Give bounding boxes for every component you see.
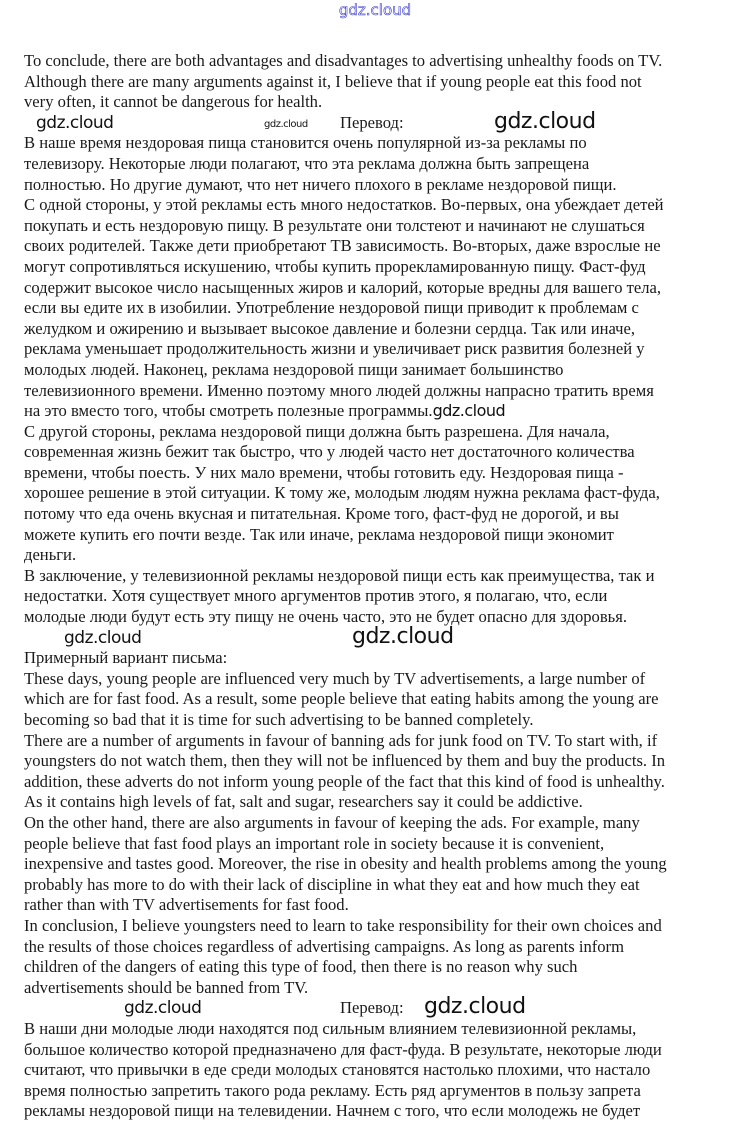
- text-line: [24, 545, 746, 566]
- translation-label: Перевод:: [340, 998, 404, 1018]
- watermark: gdz.cloud: [352, 623, 454, 649]
- text-line: [24, 895, 746, 916]
- text-line-content: времени, чтобы поесть. У них мало времени, чтобы готовить еду. Нездоровая пища -: [24, 462, 624, 482]
- text-line-content: addition, these adverts do not inform young people of the fact that this kind of food is unhealthy.: [24, 771, 665, 791]
- text-line: [24, 504, 746, 525]
- english-conclusion: [24, 51, 746, 113]
- text-line-content: В заключение, у телевизионной рекламы нездоровой пищи есть как преимущества, так и: [24, 565, 655, 585]
- text-line: [24, 175, 746, 196]
- text-line-content: можете купить его почти везде. Так или иначе, реклама нездоровой пищи экономит: [24, 524, 614, 544]
- text-line: [24, 442, 746, 463]
- russian-translation-1: [24, 133, 746, 627]
- text-line: [24, 525, 746, 546]
- text-line-content: As it contains high levels of fat, salt and sugar, researchers say it could be addictive.: [24, 792, 583, 812]
- text-line-content: which are for fast food. As a result, some people believe that eating habits among the young are: [24, 689, 659, 709]
- text-line: [24, 792, 746, 813]
- text-line: [24, 751, 746, 772]
- text-line-content: inexpensive and tastes good. Moreover, the rise in obesity and health problems among the young: [24, 854, 667, 874]
- text-line: [24, 813, 746, 834]
- text-line: [24, 772, 746, 793]
- text-line-content: С другой стороны, реклама нездоровой пищи должна быть разрешена. Для начала,: [24, 421, 610, 441]
- english-letter: [24, 669, 746, 999]
- text-line: [24, 875, 746, 896]
- text-line-content: телевизионного времени. Именно поэтому много людей должны напрасно тратить время: [24, 380, 654, 400]
- text-line: [24, 381, 746, 402]
- text-line-content: In conclusion, I believe youngsters need to learn to take responsibility for their own choices and: [24, 915, 662, 935]
- text-line: [24, 710, 746, 731]
- text-line-content: реклама уменьшает продолжительность жизни и увеличивает риск развития болезней у: [24, 339, 645, 359]
- text-line: [24, 401, 746, 422]
- text-line: [24, 937, 746, 958]
- translation-heading-2: [24, 994, 746, 1020]
- text-line-content: С одной стороны, у этой рекламы есть много недостатков. Во-первых, она убеждает детей: [24, 195, 664, 215]
- text-line: [24, 854, 746, 875]
- translation-label: Перевод:: [340, 112, 404, 132]
- text-line-content: becoming so bad that it is time for such advertising to be banned completely.: [24, 710, 534, 729]
- text-line-content: people believe that fast food plays an important role in society because it is convenient,: [24, 833, 605, 853]
- text-line-content: если вы едите их в изобилии. Употребление нездоровой пищи приводит к проблемам с: [24, 298, 639, 318]
- text-line-content: содержит высокое число насыщенных жиров и калорий, которые вредны для вашего тела,: [24, 277, 662, 297]
- text-line-content: считают, что привычки в еде среди молодых становятся настолько плохими, что настало: [24, 1060, 651, 1080]
- text-line-content: rather than with TV advertisements for fast food.: [24, 895, 349, 915]
- text-line: [24, 689, 746, 710]
- text-line: [24, 236, 746, 257]
- text-line: [24, 319, 746, 340]
- text-line-content: There are a number of arguments in favour of banning ads for junk food on TV. To start with, if: [24, 730, 658, 750]
- sample-heading-watermarks: [24, 623, 746, 649]
- text-line: [24, 916, 746, 937]
- text-line: [24, 1101, 746, 1122]
- text-line-content: хорошее решение в этой ситуации. К тому же, молодым людям нужна реклама фаст-фуда,: [24, 483, 660, 503]
- text-line: [24, 216, 746, 237]
- text-line-content: большое количество которой предназначено для фаст-фуда. В результате, некоторые люди: [24, 1039, 662, 1059]
- text-line: [24, 360, 746, 381]
- watermark: gdz.cloud: [64, 627, 142, 648]
- text-line: [24, 51, 746, 72]
- text-line: [24, 195, 746, 216]
- text-line-content: probably has more to do with their lack of discipline in what they eat and how much they eat: [24, 874, 640, 894]
- text-line: [24, 133, 746, 154]
- text-line-content: В наше время нездоровая пища становится очень популярной из-за рекламы по: [24, 133, 587, 153]
- text-line: [24, 834, 746, 855]
- text-line-content: современная жизнь бежит так быстро, что у людей часто нет достаточного количества: [24, 442, 635, 462]
- text-line: [24, 586, 746, 607]
- translation-heading-1: [24, 108, 746, 134]
- russian-translation-2: [24, 1019, 746, 1122]
- text-line-content: On the other hand, there are also arguments in favour of keeping the ads. For example, many: [24, 812, 640, 832]
- text-line: [24, 92, 746, 113]
- text-line-content: покупать и есть нездоровую пищу. В результате они толстеют и начинают не слушаться: [24, 215, 645, 235]
- text-line-content: молодых людей. Наконец, реклама нездоровой пищи занимает большинство: [24, 359, 564, 379]
- sample-heading: [24, 648, 746, 669]
- text-line: [24, 422, 746, 443]
- text-line-content: рекламы нездоровой пищи на телевидении. Начнем с того, что если молодежь не будет: [24, 1101, 641, 1121]
- text-line: [24, 978, 746, 999]
- text-line-content: children of the dangers of eating this type of food, then there is no reason why such: [24, 957, 578, 977]
- text-line: [24, 1019, 746, 1040]
- top-watermark: gdz.cloud: [338, 1, 412, 19]
- text-line: [24, 1040, 746, 1061]
- text-line: [24, 1060, 746, 1081]
- text-line: [24, 298, 746, 319]
- text-line-content: желудком и ожирению и вызывает высокое давление и болезни сердца. Так или иначе,: [24, 318, 636, 338]
- text-line-content: To conclude, there are both advantages and disadvantages to advertising unhealthy foods on TV.: [24, 51, 663, 70]
- text-line-content: These days, young people are influenced very much by TV advertisements, a large number of: [24, 668, 646, 688]
- text-line-content: the results of those choices regardless of advertising campaigns. As long as parents inform: [24, 936, 624, 956]
- text-line-content: полностью. Но другие думают, что нет ничего плохого в рекламе нездоровой пищи.: [24, 174, 617, 194]
- text-line-content: В наши дни молодые люди находятся под сильным влиянием телевизионной рекламы,: [24, 1018, 637, 1038]
- text-line: [24, 154, 746, 175]
- text-line-content: своих родителей. Также дети приобретают ТВ зависимость. Во-вторых, даже взрослые не: [24, 236, 661, 256]
- text-line-content: на это вместо того, чтобы смотреть полезные программы.: [24, 401, 433, 421]
- text-line-content: молодые люди будут есть эту пищу не очень часто, это не будет опасно для здоровья.: [24, 607, 628, 627]
- text-line: [24, 463, 746, 484]
- watermark: gdz.cloud: [494, 108, 596, 134]
- watermark: gdz.cloud: [432, 401, 506, 421]
- watermark: gdz.cloud: [424, 994, 526, 1020]
- text-line-content: Although there are many arguments against it, I believe that if young people eat this food not: [24, 71, 642, 91]
- watermark: gdz.cloud: [124, 998, 202, 1019]
- text-line-content: могут сопротивляться искушению, чтобы купить прорекламированную пищу. Фаст-фуд: [24, 256, 646, 276]
- text-line-content: advertisements should be banned from TV.: [24, 977, 309, 997]
- watermark: gdz.cloud: [36, 112, 114, 133]
- text-line-content: потому что еда очень вкусная и питательная. Кроме того, фаст-фуд не дорогой, и вы: [24, 504, 619, 524]
- text-line: [24, 278, 746, 299]
- text-line: [24, 483, 746, 504]
- text-line: [24, 257, 746, 278]
- text-line-content: время полностью запретить такого рода рекламу. Есть ряд аргументов в пользу запрета: [24, 1080, 641, 1100]
- document-body: [24, 51, 746, 1122]
- text-line: [24, 72, 746, 93]
- text-line: [24, 566, 746, 587]
- text-line-content: youngsters do not watch them, then they will not be influenced by them and buy the products. In: [24, 751, 666, 771]
- text-line: [24, 339, 746, 360]
- text-line-content: деньги.: [24, 545, 77, 565]
- text-line-content: very often, it cannot be dangerous for health.: [24, 92, 323, 112]
- text-line: [24, 957, 746, 978]
- text-line-content: недостатки. Хотя существует много аргументов против этого, я полагаю, что, если: [24, 586, 608, 606]
- text-line: [24, 1081, 746, 1102]
- text-line: [24, 731, 746, 752]
- watermark: gdz.cloud: [264, 118, 308, 130]
- sample-label: Примерный вариант письма:: [24, 648, 228, 668]
- text-line: [24, 669, 746, 690]
- text-line-content: телевизору. Некоторые люди полагают, что эта реклама должна быть запрещена: [24, 153, 590, 173]
